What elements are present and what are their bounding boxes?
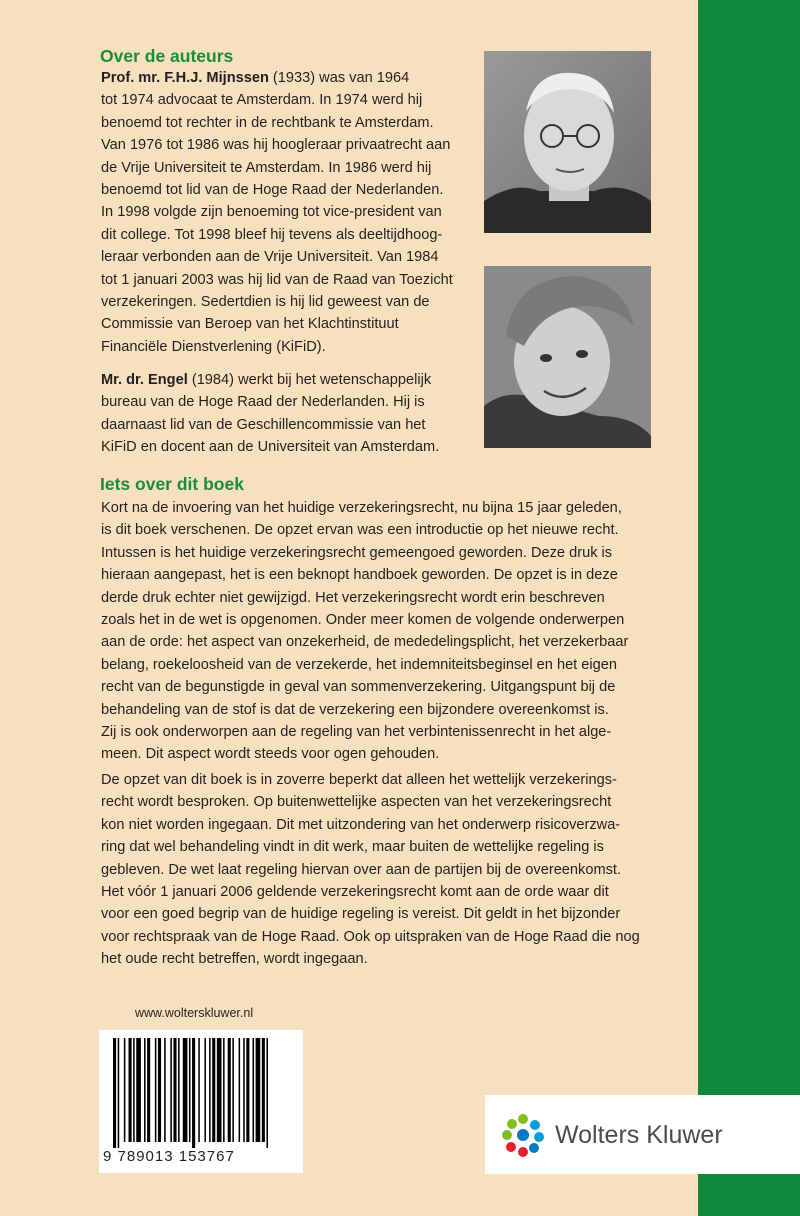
book-heading: Iets over dit boek	[100, 474, 244, 494]
barcode-bar	[212, 1038, 215, 1142]
barcode-bar	[133, 1038, 135, 1142]
barcode-bar	[217, 1038, 222, 1142]
green-spine	[698, 0, 800, 1216]
publisher-name: Wolters Kluwer	[555, 1121, 723, 1149]
barcode-bar	[198, 1038, 200, 1142]
barcode-bar	[232, 1038, 234, 1142]
barcode-bar	[170, 1038, 172, 1142]
authors-heading: Over de auteurs	[100, 46, 234, 66]
barcode-bar	[173, 1038, 176, 1142]
author2-portrait-photo-icon	[484, 266, 651, 448]
barcode-bar	[113, 1038, 116, 1148]
barcode-bar	[178, 1038, 180, 1142]
barcode-bar	[136, 1038, 141, 1142]
barcode-bar	[158, 1038, 161, 1142]
barcode-bars	[99, 1030, 303, 1148]
barcode-bar	[209, 1038, 211, 1142]
barcode-bar	[253, 1038, 255, 1142]
author1-name: Prof. mr. F.H.J. Mijnssen	[101, 70, 269, 86]
publisher-url: www.wolterskluwer.nl	[135, 1006, 254, 1020]
book-paragraph-2: De opzet van dit boek is in zoverre beperkt dat alleen het wettelijk verzekerings- recht wordt besproken. Op buitenwettelijke aspecten van het verzekeringsrecht kon niet worden ingegaan. Dit met uitzondering van het onderwerp risicoverzwa- ring dat wel behandeling vindt in dit werk, maar buiten de wettelijke regeling is gebleven. De wet laat regeling hiervan over aan de partijen bij de overeenkomst. Het vóór 1 januari 2006 geldende verzekeringsrecht komt aan de orde waar dit voor een goed begrip van de huidige regeling is vereist. Dit geldt in het bijzonder voor rechtspraak van de Hoge Raad. Ook op uitspraken van de Hoge Raad die nog het oude recht betreffen, wordt ingegaan.	[101, 772, 640, 968]
barcode-bar	[124, 1038, 126, 1142]
barcode-bar	[256, 1038, 261, 1142]
author2-line-0: Mr. dr. Engel (1984) werkt bij het wetenschappelijk	[101, 372, 432, 388]
barcode-bar	[147, 1038, 150, 1142]
barcode-bar	[144, 1038, 146, 1142]
author2-bio: Mr. dr. Engel (1984) werkt bij het wetenschappelijk bureau van de Hoge Raad der Nederlanden. Hij is daarnaast lid van de Geschillencommissie van het KiFiD en docent aan de Universiteit van Amsterdam.	[101, 369, 476, 459]
barcode-bar	[129, 1038, 132, 1142]
author2-name: Mr. dr. Engel	[101, 372, 188, 388]
author1-line-0: Prof. mr. F.H.J. Mijnssen (1933) was van 1964	[101, 70, 410, 86]
barcode-bar	[189, 1038, 191, 1142]
wolters-kluwer-logo-icon	[501, 1113, 545, 1157]
barcode-bar	[243, 1038, 245, 1142]
barcode-bar	[246, 1038, 249, 1142]
barcode-icon	[99, 1030, 303, 1173]
publisher-logo	[485, 1095, 800, 1174]
barcode-bar	[192, 1038, 195, 1148]
barcode-bar	[266, 1038, 268, 1148]
barcode-bar	[223, 1038, 225, 1142]
barcode-bar	[262, 1038, 265, 1142]
barcode-bar	[239, 1038, 241, 1142]
barcode-bar	[164, 1038, 166, 1142]
barcode-bar	[204, 1038, 206, 1142]
barcode-digits: 9 789013 153767	[103, 1148, 235, 1165]
author1-bio: Prof. mr. F.H.J. Mijnssen (1933) was van 1964 tot 1974 advocaat te Amsterdam. In 1974 werd hij benoemd tot rechter in de rechtbank te Amsterdam. Van 1976 tot 1986 was hij hoogleraar privaatrecht aan de Vrije Universiteit te Amsterdam. In 1986 werd hij benoemd tot lid van de Hoge Raad der Nederlanden. In 1998 volgde zijn benoeming tot vice-president van dit college. Tot 1998 bleef hij tevens als deeltijdhoog- leraar verbonden aan de Vrije Universiteit. Van 1984 tot 1 januari 2003 was hij lid van de Raad van Toezicht verzekeringen. Sedertdien is hij lid geweest van de Commissie van Beroep van het Klachtinstituut Financiële Dienstverlening (KiFiD).	[101, 67, 476, 358]
barcode-bar	[155, 1038, 157, 1142]
barcode-bar	[228, 1038, 231, 1142]
barcode-bar	[183, 1038, 188, 1142]
barcode-bar	[118, 1038, 120, 1148]
author1-portrait-photo-icon	[484, 51, 651, 233]
book-paragraph-1: Kort na de invoering van het huidige verzekeringsrecht, nu bijna 15 jaar geleden, is dit boek verschenen. De opzet ervan was een introductie op het nieuwe recht. Intussen is het huidige verzekeringsrecht gemeengoed geworden. Deze druk is hieraan aangepast, het is een beknopt handboek geworden. De opzet is in deze derde druk echter niet gewijzigd. Het verzekeringsrecht wordt erin beschreven zoals het in de wet is opgenomen. Onder meer komen de volgende onderwerpen aan de orde: het aspect van onzekerheid, de mededelingsplicht, het verzekerbaar belang, roekeloosheid van de verzekerde, het indemniteitsbeginsel en het eigen recht van de begunstigde in geval van sommenverzekering. Uitgangspunt bij de behandeling van de stof is dat de verzekering een bijzondere overeenkomst is. Zij is ook onderworpen aan de regeling van het verbintenissenrecht in het alge- meen. Dit aspect wordt steeds voor ogen gehouden.	[101, 500, 629, 763]
